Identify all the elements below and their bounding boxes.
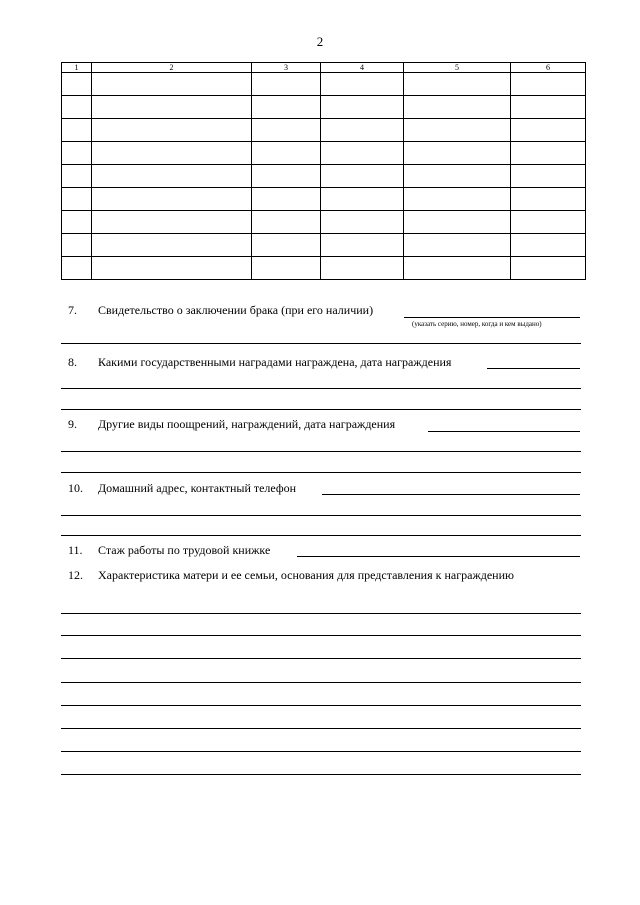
table-cell[interactable] <box>92 73 252 96</box>
marriage-certificate-hint: (указать серию, номер, когда и кем выдано) <box>412 320 542 328</box>
table-cell[interactable] <box>511 142 586 165</box>
table-row <box>62 96 586 119</box>
table-row <box>62 142 586 165</box>
table-cell[interactable] <box>252 73 321 96</box>
table-cell[interactable] <box>92 257 252 280</box>
item-10-home-address <box>68 481 296 496</box>
table-row <box>62 234 586 257</box>
answer-line[interactable] <box>61 343 581 344</box>
item-label: Какими государственными наградами награждена, дата награждения <box>98 355 452 369</box>
table-cell[interactable] <box>62 257 92 280</box>
answer-line[interactable] <box>61 388 581 389</box>
answer-line[interactable] <box>61 728 581 729</box>
column-header: 3 <box>252 63 321 73</box>
marriage-certificate-field[interactable] <box>404 317 580 318</box>
item-number: 9. <box>68 417 77 431</box>
table-cell[interactable] <box>321 142 404 165</box>
answer-line[interactable] <box>61 409 581 410</box>
table-cell[interactable] <box>252 142 321 165</box>
answer-line[interactable] <box>61 613 581 614</box>
table-cell[interactable] <box>404 211 511 234</box>
table-row <box>62 211 586 234</box>
table-cell[interactable] <box>252 96 321 119</box>
table-cell[interactable] <box>92 211 252 234</box>
answer-line[interactable] <box>61 451 581 452</box>
column-header: 5 <box>404 63 511 73</box>
table-cell[interactable] <box>321 73 404 96</box>
answer-line[interactable] <box>61 705 581 706</box>
table-cell[interactable] <box>511 165 586 188</box>
table-cell[interactable] <box>404 142 511 165</box>
table-cell[interactable] <box>252 188 321 211</box>
item-number: 11. <box>68 543 83 557</box>
table-cell[interactable] <box>252 165 321 188</box>
table-cell[interactable] <box>92 96 252 119</box>
item-number: 8. <box>68 355 77 369</box>
answer-line[interactable] <box>61 472 581 473</box>
answer-line[interactable] <box>61 658 581 659</box>
table-cell[interactable] <box>511 188 586 211</box>
table-cell[interactable] <box>62 142 92 165</box>
table-cell[interactable] <box>92 119 252 142</box>
table-cell[interactable] <box>321 96 404 119</box>
table-header-row <box>62 63 586 73</box>
table-cell[interactable] <box>321 211 404 234</box>
table-cell[interactable] <box>404 188 511 211</box>
table-body <box>62 73 586 280</box>
column-header: 4 <box>321 63 404 73</box>
other-awards-field[interactable] <box>428 431 580 432</box>
table-cell[interactable] <box>321 188 404 211</box>
answer-line[interactable] <box>61 682 581 683</box>
table-cell[interactable] <box>62 96 92 119</box>
table-cell[interactable] <box>511 96 586 119</box>
table-row <box>62 165 586 188</box>
state-awards-field[interactable] <box>487 368 580 369</box>
table-cell[interactable] <box>404 165 511 188</box>
item-11-work-experience <box>68 543 270 558</box>
table-cell[interactable] <box>321 165 404 188</box>
table-cell[interactable] <box>252 119 321 142</box>
item-label: Домашний адрес, контактный телефон <box>98 481 297 495</box>
table-cell[interactable] <box>511 234 586 257</box>
item-label: Характеристика матери и ее семьи, основания для представления к награждению <box>98 568 514 582</box>
answer-line[interactable] <box>61 635 581 636</box>
table-cell[interactable] <box>252 211 321 234</box>
table-cell[interactable] <box>62 165 92 188</box>
table-cell[interactable] <box>404 73 511 96</box>
item-label: Свидетельство о заключении брака (при его наличии) <box>98 303 374 317</box>
table-cell[interactable] <box>511 73 586 96</box>
column-header: 6 <box>511 63 586 73</box>
data-table <box>61 62 586 280</box>
table-cell[interactable] <box>252 234 321 257</box>
table-cell[interactable] <box>321 119 404 142</box>
answer-line[interactable] <box>61 535 581 536</box>
table-cell[interactable] <box>62 73 92 96</box>
table-cell[interactable] <box>92 234 252 257</box>
item-9-other-awards <box>68 417 395 432</box>
table-cell[interactable] <box>511 211 586 234</box>
table-cell[interactable] <box>92 165 252 188</box>
table-cell[interactable] <box>62 211 92 234</box>
item-12-characteristics <box>68 568 514 583</box>
table-cell[interactable] <box>404 257 511 280</box>
table-cell[interactable] <box>62 234 92 257</box>
table-cell[interactable] <box>511 119 586 142</box>
item-label: Другие виды поощрений, награждений, дата награждения <box>98 417 396 431</box>
table-cell[interactable] <box>321 234 404 257</box>
item-8-state-awards <box>68 355 451 370</box>
table-cell[interactable] <box>92 188 252 211</box>
work-experience-field[interactable] <box>297 556 580 557</box>
table-cell[interactable] <box>404 96 511 119</box>
column-header: 2 <box>92 63 252 73</box>
table-row <box>62 257 586 280</box>
table-cell[interactable] <box>404 119 511 142</box>
home-address-field[interactable] <box>322 494 580 495</box>
table-cell[interactable] <box>62 119 92 142</box>
item-number: 10. <box>68 481 83 495</box>
item-number: 7. <box>68 303 77 317</box>
answer-line[interactable] <box>61 751 581 752</box>
table-cell[interactable] <box>62 188 92 211</box>
item-number: 12. <box>68 568 83 582</box>
answer-line[interactable] <box>61 774 581 775</box>
column-header: 1 <box>62 63 92 73</box>
table-cell[interactable] <box>404 234 511 257</box>
table-cell[interactable] <box>252 257 321 280</box>
table-row <box>62 188 586 211</box>
table-row <box>62 73 586 96</box>
answer-line[interactable] <box>61 515 581 516</box>
page-number: 2 <box>316 34 324 49</box>
table-cell[interactable] <box>321 257 404 280</box>
item-7-marriage-certificate <box>68 303 373 318</box>
item-label: Стаж работы по трудовой книжке <box>98 543 271 557</box>
table-row <box>62 119 586 142</box>
table-cell[interactable] <box>92 142 252 165</box>
table-cell[interactable] <box>511 257 586 280</box>
